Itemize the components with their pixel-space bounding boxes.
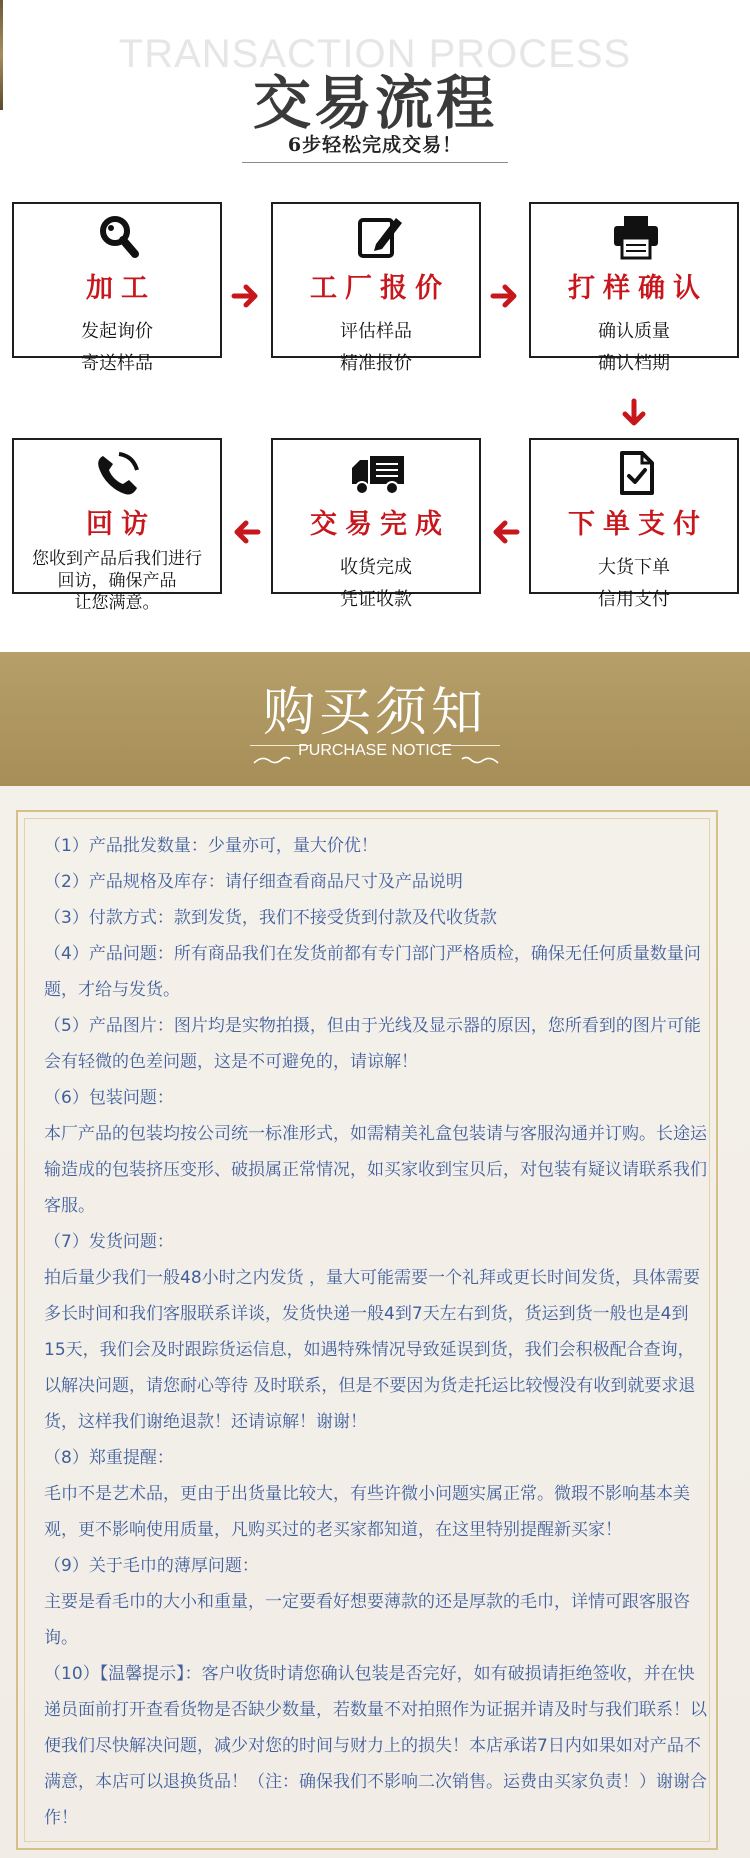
step-title: 下单支付: [568, 509, 708, 540]
printer-icon: [606, 214, 666, 260]
step-title: 工厂报价: [310, 273, 450, 304]
notice-item: 本厂产品的包装均按公司统一标准形式，如需精美礼盒包装请与客服沟通并订购。长途运输造成的包装挤压变形、破损属正常情况，如买家收到宝贝后，对包装有疑议请联系我们客服。: [44, 1124, 707, 1216]
phone-icon: [89, 450, 149, 496]
step-line: 寄送样品: [81, 353, 153, 374]
step-card-factory-quote: [271, 202, 481, 374]
notice-item: （9）关于毛巾的薄厚问题：: [44, 1556, 259, 1576]
step-title: 打样确认: [568, 273, 708, 304]
process-en-title: TRANSACTION PROCESS: [118, 32, 632, 76]
notice-en-title: PURCHASE NOTICE: [298, 742, 452, 759]
notice-item: （2）产品规格及库存：请仔细查看商品尺寸及产品说明: [44, 872, 463, 892]
edit-icon: [348, 214, 408, 260]
notice-title: 购买须知: [262, 683, 487, 743]
step-description: [273, 552, 479, 616]
arrow-left-icon: [489, 516, 521, 548]
step-title: 交易完成: [310, 509, 450, 540]
step-description: [14, 316, 220, 380]
step-line: 您收到产品后我们进行: [32, 549, 202, 569]
notice-item: （1）产品批发数量：少量亦可，量大价优！: [44, 836, 378, 856]
process-subtitle: 6步轻松完成交易！: [287, 134, 463, 156]
truck-icon: [348, 450, 408, 496]
notice-item: （3）付款方式：款到发货，我们不接受货到付款及代收货款: [44, 908, 497, 928]
step-line: 回访，确保产品: [57, 571, 177, 591]
arrow-left-icon: [230, 516, 262, 548]
step-description: [531, 316, 737, 380]
step-line: 收货完成: [340, 557, 412, 578]
process-title: 交易流程: [252, 69, 497, 137]
step-card-deal-complete: [271, 438, 481, 610]
notice-body: [0, 786, 750, 1858]
notice-item: 毛巾不是艺术品，更由于出货量比较大，有些许微小问题实属正常。微瑕不影响基本美观，更不影响使用质量，凡购买过的老买家都知道，在这里特别提醒新买家！: [44, 1484, 690, 1540]
step-card-follow-up: [12, 438, 222, 613]
step-line: 信用支付: [598, 589, 670, 610]
notice-item: 主要是看毛巾的大小和重量，一定要看好想要薄款的还是厚款的毛巾，详情可跟客服咨询。: [44, 1592, 690, 1648]
step-card-sample-confirm: [529, 202, 739, 374]
notice-item: （10）【温馨提示】：客户收货时请您确认包装是否完好，如有破损请拒绝签收，并在快递员面前打开查看货物是否缺少数量，若数量不对拍照作为证据并请及时与我们联系！以便我们尽快解决问题，减少对您的时间与财力上的损失！本店承诺7日内如果如对产品不满意，本店可以退换货品！（注：确保我们不影响二次销售。运费由买家负责！）谢谢合作！: [44, 1664, 707, 1828]
notice-item: （4）产品问题：所有商品我们在发货前都有专门部门严格质检，确保无任何质量数量问题，才给与发货。: [44, 944, 701, 1000]
step-line: 凭证收款: [340, 589, 412, 610]
document-check-icon: [606, 450, 666, 496]
step-description: [14, 548, 220, 614]
notice-text: [44, 828, 710, 1836]
notice-item: （8）郑重提醒：: [44, 1448, 174, 1468]
arrow-right-icon: [230, 280, 262, 312]
notice-item: 拍后量少我们一般48小时之内发货 ，量大可能需要一个礼拜或更长时间发货，具体需要多长时间和我们客服联系详谈，发货快递一般4到7天左右到货，货运到货一般也是4到15天，我们会及时跟踪货运信息，如遇特殊情况导致延误到货，我们会积极配合查询，以解决问题，请您耐心等待 及时联系，但是不要因为货走托运比较慢没有收到就要求退货，这样我们谢绝退款！还请谅解！谢谢！: [44, 1268, 701, 1432]
notice-item: （7）发货问题：: [44, 1232, 174, 1252]
step-line: 精准报价: [340, 353, 412, 374]
notice-header: [0, 652, 750, 786]
step-line: 让您满意。: [74, 593, 160, 613]
step-line: 确认档期: [598, 353, 670, 374]
notice-item: （6）包装问题：: [44, 1088, 174, 1108]
step-line: 确认质量: [598, 321, 670, 342]
step-line: 评估样品: [340, 321, 412, 342]
notice-item: （5）产品图片：图片均是实物拍摄，但由于光线及显示器的原因，您所看到的图片可能会有轻微的色差问题，这是不可避免的，请谅解！: [44, 1016, 701, 1072]
arrow-down-icon: [618, 398, 650, 430]
step-title: 加工: [86, 273, 156, 304]
step-title: 回访: [86, 509, 156, 540]
step-line: 发起询价: [81, 321, 153, 342]
step-line: 大货下单: [598, 557, 670, 578]
process-section: [0, 0, 750, 640]
step-description: [531, 552, 737, 616]
search-icon: [89, 214, 149, 260]
arrow-right-icon: [489, 280, 521, 312]
subtitle-underline: [242, 162, 508, 163]
swirl-ornament-icon: [460, 753, 500, 767]
step-card-processing: [12, 202, 222, 374]
step-card-order-pay: [529, 438, 739, 610]
step-description: [273, 316, 479, 380]
